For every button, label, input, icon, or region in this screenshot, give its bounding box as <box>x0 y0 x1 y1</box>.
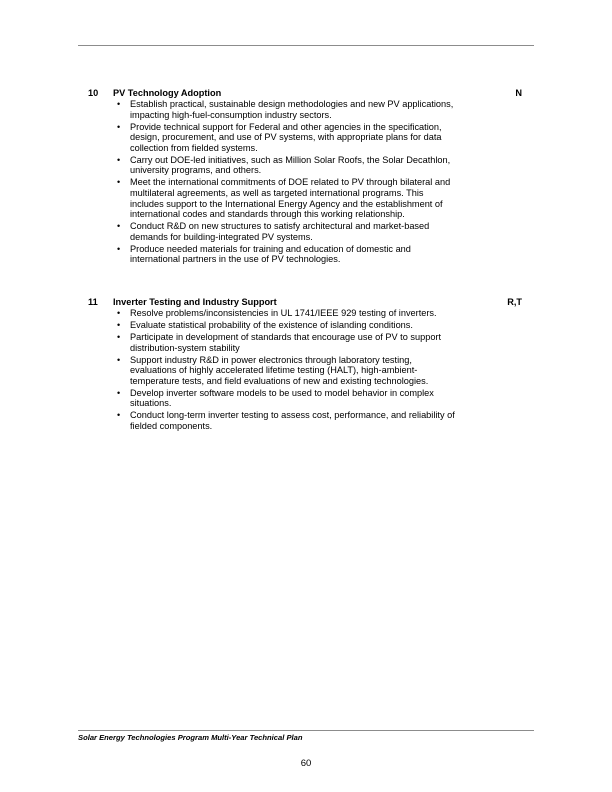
bullet-dot-icon: • <box>117 331 121 342</box>
header-rule <box>78 45 534 46</box>
footer-rule <box>78 730 534 731</box>
bullet-item <box>88 355 534 387</box>
bullet-line: Establish practical, sustainable design methodologies and new PV applications, <box>130 99 454 109</box>
bullet-line: includes support to the International Energy Agency and the establishment of <box>130 198 443 209</box>
bullet-item <box>88 388 534 409</box>
bullet-line: international partners in the use of PV technologies. <box>130 254 341 265</box>
section-title: PV Technology Adoption <box>113 88 222 98</box>
bullet-line: fielded components. <box>130 420 213 431</box>
bullet-item <box>88 308 534 319</box>
section-code: N <box>515 88 522 98</box>
bullet-dot-icon: • <box>117 221 121 232</box>
bullet-dot-icon: • <box>117 177 121 188</box>
bullet-item <box>88 410 534 431</box>
bullet-item <box>88 177 534 219</box>
bullet-line: impacting high-fuel-consumption industry sectors. <box>130 109 332 120</box>
bullet-line: Produce needed materials for training and education of domestic and <box>130 243 411 254</box>
bullet-dot-icon: • <box>117 354 121 365</box>
bullet-dot-icon: • <box>117 99 121 109</box>
section-number: 11 <box>88 297 98 307</box>
bullet-line: Develop inverter software models to be used to model behavior in complex <box>130 387 434 398</box>
bullet-item <box>88 320 534 331</box>
bullet-item <box>88 332 534 353</box>
bullet-line: Conduct R&D on new structures to satisfy architectural and market-based <box>130 221 430 232</box>
bullet-dot-icon: • <box>117 410 121 421</box>
bullet-line: Conduct long-term inverter testing to assess cost, performance, and reliability of <box>130 410 455 421</box>
bullet-line: Provide technical support for Federal and other agencies in the specification, <box>130 121 442 132</box>
bullet-item <box>88 155 534 176</box>
section-code: R,T <box>507 297 522 307</box>
bullet-line: evaluations of highly accelerated lifetime testing (HALT), high-ambient- <box>130 365 418 376</box>
bullet-line: distribution-system stability <box>130 342 240 353</box>
bullet-line: design, procurement, and use of PV systems, with appropriate plans for data <box>130 132 442 143</box>
bullet-list <box>88 99 534 265</box>
section-heading <box>88 296 534 308</box>
bullet-line: university programs, and others. <box>130 165 262 176</box>
bullet-dot-icon: • <box>117 308 121 318</box>
section-11 <box>88 296 534 433</box>
bullet-line: Meet the international commitments of DOE related to PV through bilateral and <box>130 177 451 188</box>
page-number: 60 <box>300 758 312 769</box>
bullet-item <box>88 99 534 120</box>
section-number: 10 <box>88 88 99 98</box>
bullet-line: international codes and standards through this working relationship. <box>130 209 405 220</box>
bullet-item <box>88 221 534 242</box>
bullet-dot-icon: • <box>117 121 121 132</box>
bullet-line: multilateral agreements, as well as targeted international programs. This <box>130 187 424 198</box>
section-10 <box>88 87 534 266</box>
bullet-line: Evaluate statistical probability of the existence of islanding conditions. <box>130 319 413 330</box>
section-heading <box>88 87 534 99</box>
bullet-line: Carry out DOE-led initiatives, such as Million Solar Roofs, the Solar Decathlon, <box>130 154 451 165</box>
section-title: Inverter Testing and Industry Support <box>113 297 277 307</box>
bullet-dot-icon: • <box>117 387 121 398</box>
bullet-dot-icon: • <box>117 243 121 254</box>
bullet-line: Participate in development of standards that encourage use of PV to support <box>130 331 442 342</box>
bullet-dot-icon: • <box>117 319 121 330</box>
bullet-item <box>88 122 534 154</box>
bullet-dot-icon: • <box>117 154 121 165</box>
bullet-list <box>88 308 534 431</box>
bullet-line: Support industry R&D in power electronics through laboratory testing, <box>130 354 412 365</box>
footer-title: Solar Energy Technologies Program Multi-Year Technical Plan <box>78 733 303 742</box>
bullet-line: Resolve problems/inconsistencies in UL 1741/IEEE 929 testing of inverters. <box>130 308 437 318</box>
bullet-item <box>88 244 534 265</box>
bullet-line: demands for building-integrated PV systems. <box>130 231 313 242</box>
bullet-line: situations. <box>130 398 172 409</box>
bullet-line: temperature tests, and field evaluations of new and existing technologies. <box>130 375 429 386</box>
bullet-line: collection from fielded systems. <box>130 142 258 153</box>
